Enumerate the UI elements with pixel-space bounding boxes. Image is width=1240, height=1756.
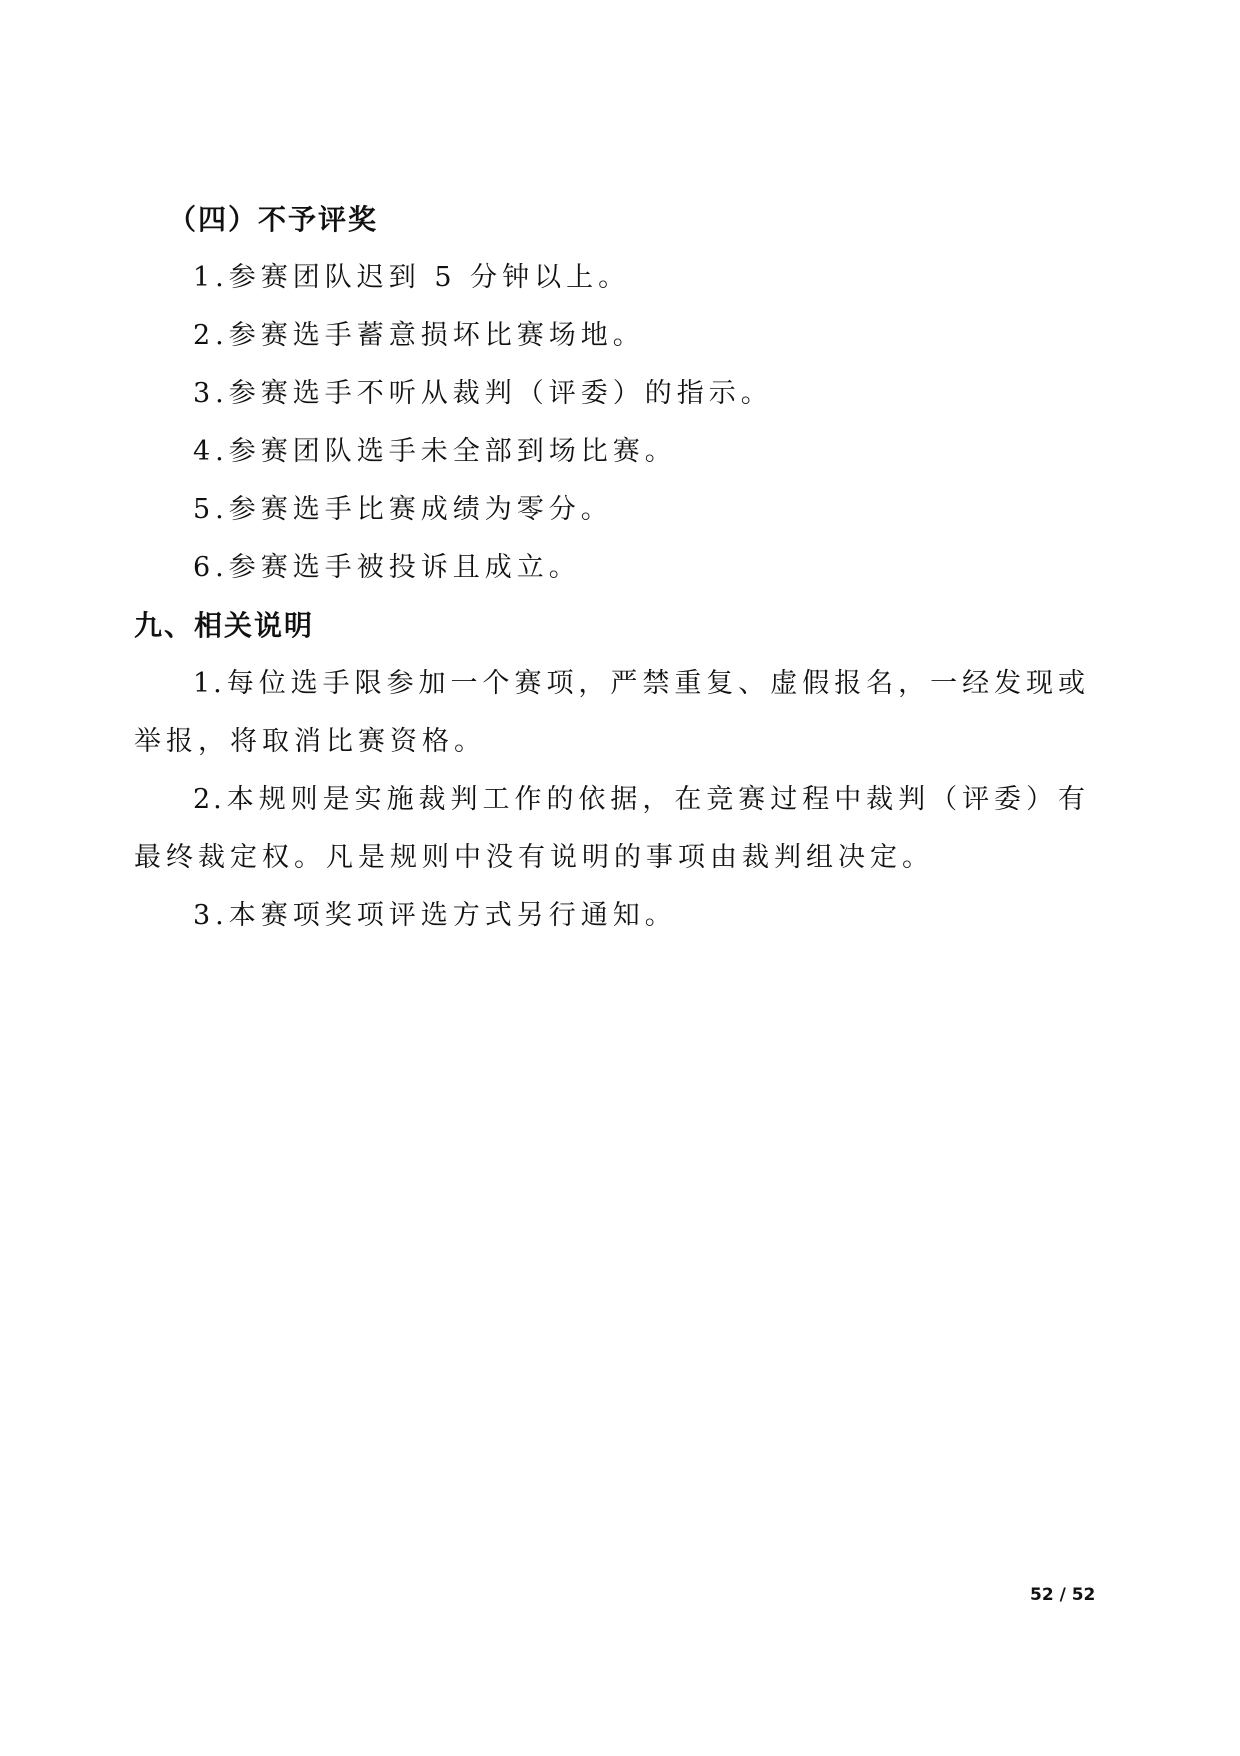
list-item: 3.参赛选手不听从裁判（评委）的指示。 — [193, 378, 773, 409]
section-9-heading: 九、相关说明 — [134, 609, 315, 642]
paragraph-1-line-1: 1.每位选手限参加一个赛项，严禁重复、虚假报名，一经发现或 — [193, 668, 1088, 699]
paragraph-3: 3.本赛项奖项评选方式另行通知。 — [193, 900, 677, 931]
list-item: 6.参赛选手被投诉且成立。 — [193, 552, 581, 583]
list-item: 1.参赛团队迟到 5 分钟以上。 — [193, 262, 631, 293]
page-number: 52 / 52 — [1030, 1585, 1096, 1605]
paragraph-2-line-2: 最终裁定权。凡是规则中没有说明的事项由裁判组决定。 — [134, 842, 934, 873]
list-item: 5.参赛选手比赛成绩为零分。 — [193, 494, 613, 525]
paragraph-1-line-2: 举报，将取消比赛资格。 — [134, 726, 486, 757]
paragraph-2-line-1: 2.本规则是实施裁判工作的依据，在竞赛过程中裁判（评委）有 — [193, 784, 1088, 815]
section-4-heading: （四）不予评奖 — [168, 203, 379, 236]
list-item: 4.参赛团队选手未全部到场比赛。 — [193, 436, 677, 467]
list-item: 2.参赛选手蓄意损坏比赛场地。 — [193, 320, 645, 351]
